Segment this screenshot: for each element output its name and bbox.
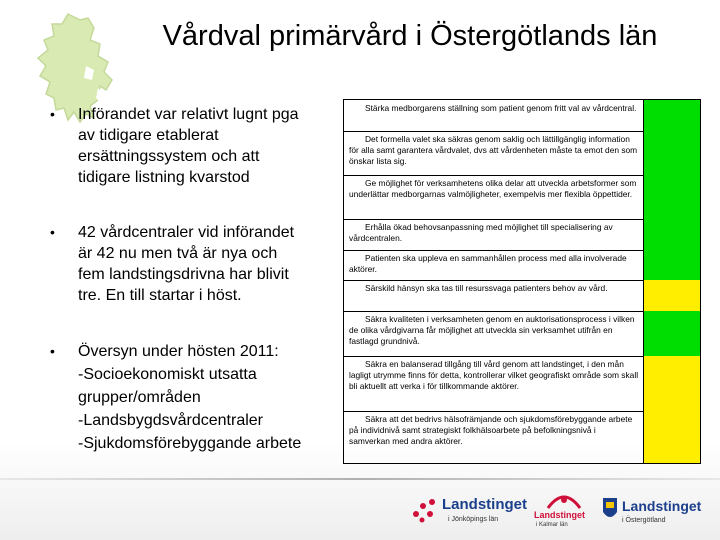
logo-landstinget-jonkoping [408,488,528,532]
goal-text: Det formella valet ska säkras genom saklig och lättillgänglig information för alla samt garantera vårdvalet, dvs att vårdenheten måste ta emot den som önskar lista sig. [344,131,644,175]
bullet-item [48,340,338,455]
goal-status-yellow [644,356,700,411]
figure-logo-icon [544,490,584,512]
bullet-symbol: • [50,343,55,359]
goal-status-green [644,100,700,131]
bullet-line: ersättningssystem och att [78,148,260,165]
bullet-line: tre. En till startar i höst. [78,287,242,304]
goal-row [344,100,700,132]
goal-status-yellow [644,280,700,311]
goal-status-yellow [644,411,700,463]
bullet-line: -Landsbygdsvårdcentraler [78,412,263,429]
logo-name: Landstinget [442,496,527,513]
bullet-item [48,104,338,188]
bullet-line: Översyn under hösten 2011: [78,343,279,360]
page-title: Vårdval primärvård i Östergötlands län [162,20,658,52]
logo-landstinget-kalmar [534,488,596,532]
goal-text: Särskild hänsyn ska tas till resurssvaga patienters behov av vård. [344,280,644,311]
bullet-symbol: • [50,224,55,240]
goal-status-green [644,131,700,175]
goal-row [344,311,700,357]
bullet-symbol: • [50,106,55,122]
goal-text: Ge möjlighet för verksamhetens olika delar att utveckla arbetsformer som underlättar medborgarnas valmöjligheter, exempelvis mer flexibla öppettider. [344,175,644,219]
goal-status-green [644,250,700,280]
bullet-line: är 42 nu men två är nya och [78,245,278,262]
logo-sub: i Jönköpings län [448,516,499,523]
bullet-line: fem landstingsdrivna har blivit [78,266,289,283]
goal-row [344,219,700,251]
bullet-list [48,104,338,455]
goal-row [344,411,700,463]
bullet-line: -Sjukdomsförebyggande arbete [78,435,302,452]
goal-row [344,131,700,176]
logo-name: Landstinget [622,498,702,514]
footer-divider [0,478,720,480]
bullet-line: 42 vårdcentraler vid införandet [78,224,295,241]
logo-sub: i Kalmar län [536,522,568,528]
logo-sub: i Östergötland [622,517,666,524]
goal-status-green [644,175,700,219]
heart-logo-icon [408,492,442,526]
bullet-line: -Socioekonomiskt utsatta [78,366,257,383]
goal-text: Säkra att det bedrivs hälsofrämjande och sjukdomsförebyggande arbete på individnivå samt strategiskt folkhälsoarbete på befolkningsnivå i samverkan med andra aktörer. [344,411,644,463]
bullet-line: Införandet var relativt lugnt pga [78,106,299,123]
goal-text: Säkra en balanserad tillgång till vård genom att landstinget, i den mån lagligt utrymme finns för detta, kontrollerar vilket geografiskt område som skall bli aktuellt att verka i för tillkommande aktörer. [344,356,644,411]
crown-logo-icon [600,494,620,524]
goals-status-table [343,99,701,464]
goal-row [344,175,700,220]
logo-landstinget-ostergotland [600,488,715,532]
goal-text: Patienten ska uppleva en sammanhållen process med alla involverade aktörer. [344,250,644,280]
logo-name: Landstinget [534,510,585,520]
goal-row [344,356,700,412]
goal-row [344,280,700,312]
bullet-line: tidigare listning kvarstod [78,169,250,186]
goal-status-green [644,311,700,356]
goal-row [344,250,700,281]
bullet-line: av tidigare etablerat [78,127,219,144]
bullet-item [48,222,338,306]
goal-text: Stärka medborgarens ställning som patient genom fritt val av vårdcentral. [344,100,644,131]
goal-text: Säkra kvaliteten i verksamheten genom en auktorisationsprocess i vilken de olika vårdgivarna får möjlighet att utveckla sin verksamhet utifrån en fastlagd grundnivå. [344,311,644,356]
bullet-line: grupper/områden [78,389,201,406]
goal-status-green [644,219,700,250]
goal-text: Erhålla ökad behovsanpassning med möjlighet till specialisering av vårdcentralen. [344,219,644,250]
